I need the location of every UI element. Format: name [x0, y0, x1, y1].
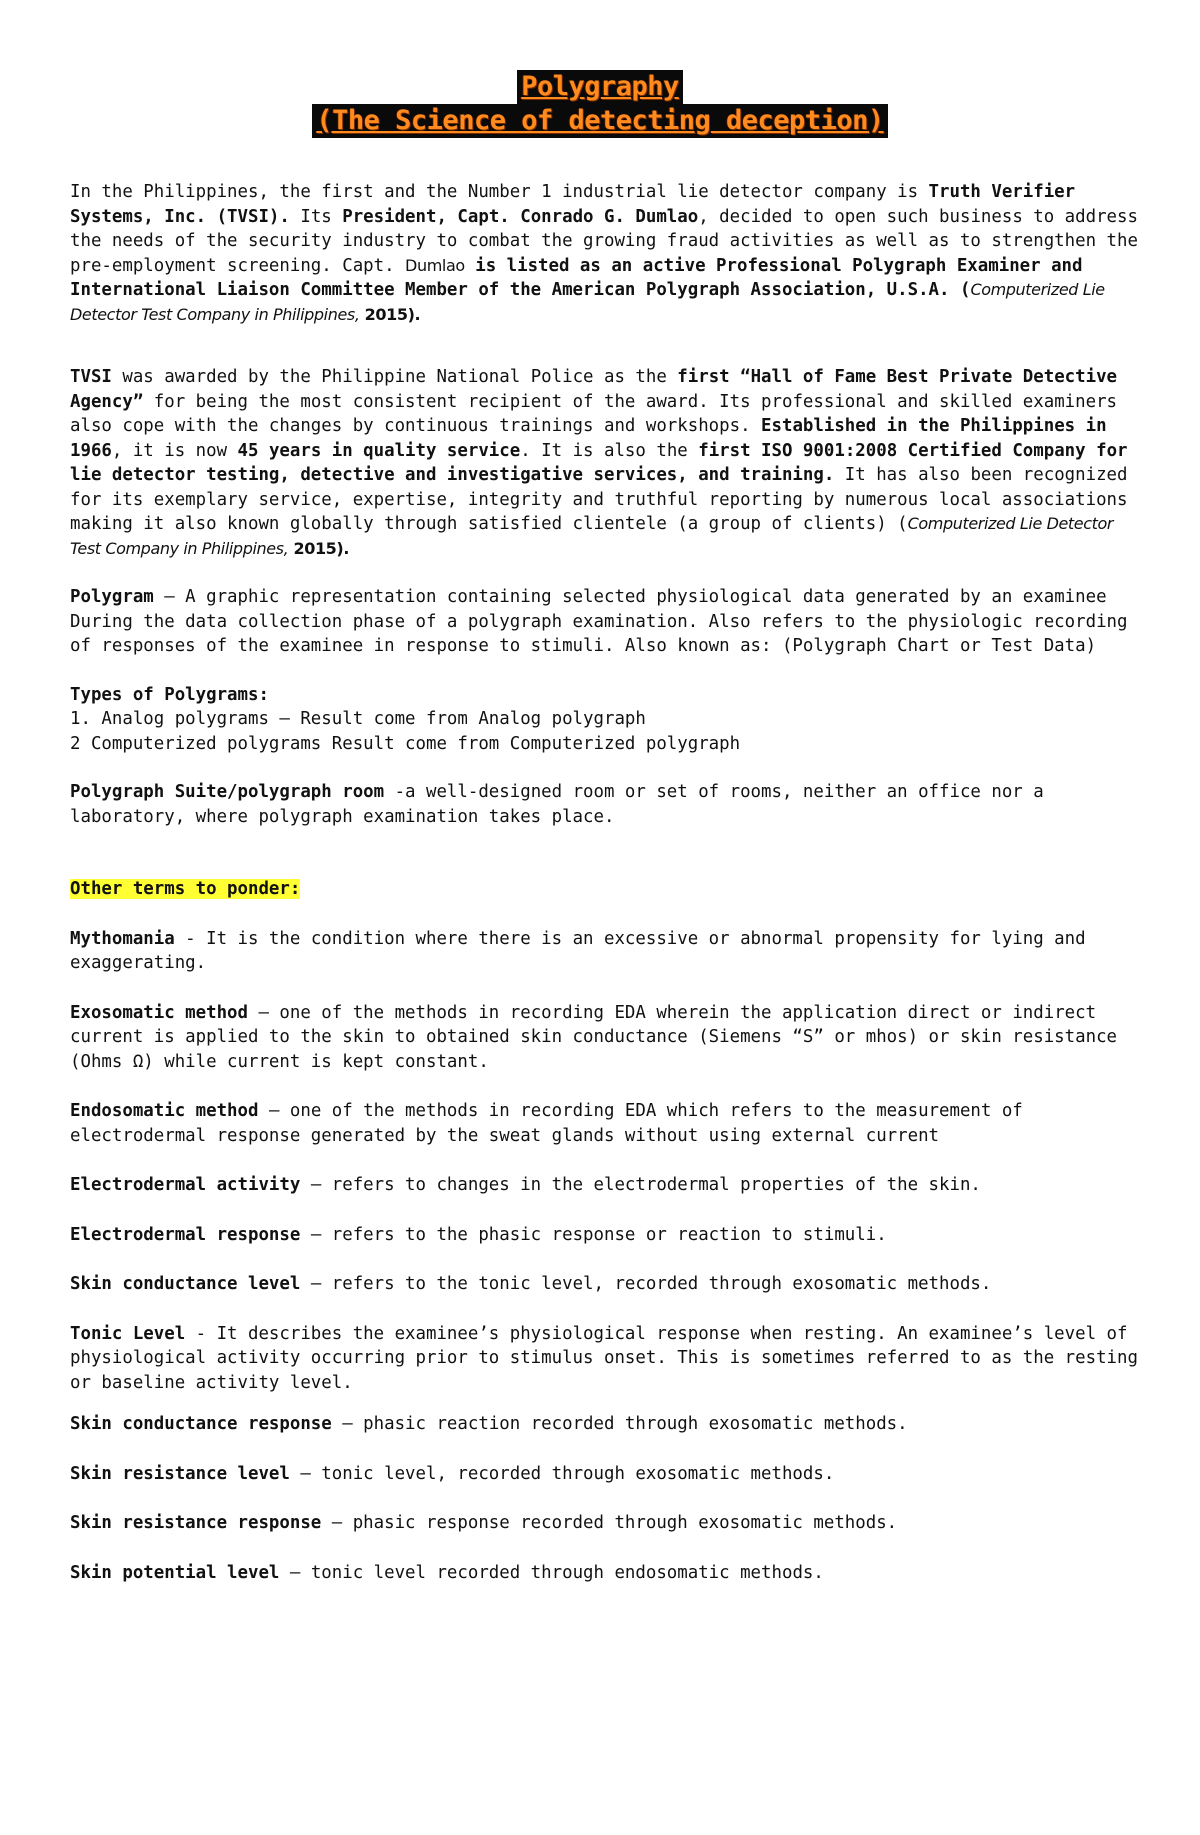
intro-paragraph	[70, 180, 1140, 327]
document-title	[0, 70, 1200, 138]
term-text: – tonic level, recorded through exosomatic methods.	[289, 1463, 835, 1484]
title-line-2: (The Science of detecting deception)	[312, 104, 887, 138]
intro-president: President, Capt. Conrado G. Dumlao	[342, 206, 699, 227]
tvsi-text-1: was awarded by the Philippine National Police as the	[111, 367, 678, 387]
term-definition	[70, 927, 1140, 976]
document-body	[70, 180, 1140, 1585]
intro-text-1: In the Philippines, the first and the Number 1 industrial lie detector company is	[70, 182, 929, 202]
term-text: – one of the methods in recording EDA which refers to the measurement of electrodermal response generated by the sweat glands without using external current	[70, 1101, 1023, 1146]
term-definition	[70, 1462, 1140, 1487]
tvsi-iso: first ISO 9001:2008 Certified Company for lie detector testing, detective and investigative services, and training.	[70, 440, 1128, 485]
term-definition	[70, 1173, 1140, 1198]
term-text: – tonic level recorded through endosomatic methods.	[279, 1562, 824, 1583]
intro-surname: Dumlao	[405, 255, 465, 275]
tvsi-text-5: It has also been recognized for its exemplary service, expertise, integrity and truthful reporting by numerous local associations making it also known globally through satisfied clientele (a group of clients) (	[70, 465, 1128, 534]
tvsi-text-3: , it is now	[111, 440, 238, 461]
term-label: Skin resistance level	[70, 1463, 290, 1484]
polygram-text: – A graphic representation containing selected physiological data generated by an examinee During the data collection phase of a polygraph examination. Also refers to the physiologic recording of responses of the examinee in response to stimuli. Also known as: (Polygraph Chart or Test Data)	[70, 587, 1128, 656]
intro-text-3: , decided to open such business to address the needs of the security industry to combat the growing fraud activities as well as to strengthen the pre-employment screening. Capt.	[70, 206, 1138, 276]
tvsi-citation: Computerized Lie Detector Test Company in Philippines,	[70, 514, 1114, 558]
term-text: - It describes the examinee’s physiological response when resting. An examinee’s level of physiological activity occurring prior to stimulus onset. This is sometimes referred to as the resting or baseline activity level.	[70, 1323, 1138, 1393]
term-label: Endosomatic method	[70, 1101, 259, 1121]
term-definition	[70, 1099, 1140, 1148]
term-text: – refers to the tonic level, recorded through exosomatic methods.	[300, 1274, 992, 1294]
term-label: Skin potential level	[70, 1562, 280, 1583]
other-terms-label: Other terms to ponder:	[70, 879, 301, 899]
term-definition	[70, 1322, 1140, 1396]
list-item: 2 Computerized polygrams Result come from Computerized polygraph	[70, 733, 741, 754]
term-text: – one of the methods in recording EDA wherein the application direct or indirect current is applied to the skin to obtained skin conductance (Siemens “S” or mhos) or skin resistance (Ohms Ω) while current is kept constant.	[70, 1002, 1118, 1072]
term-label: Electrodermal response	[70, 1224, 301, 1245]
tvsi-established: Established in the Philippines in 1966	[70, 416, 1107, 461]
intro-text-4	[465, 256, 475, 276]
term-definition	[70, 1223, 1140, 1248]
term-text: – refers to changes in the electrodermal properties of the skin.	[300, 1175, 981, 1195]
term-definition	[70, 1561, 1140, 1586]
title-line-1: Polygraphy	[517, 70, 683, 104]
tvsi-citation-year: 2015).	[288, 538, 350, 558]
term-definition	[70, 1412, 1140, 1437]
intro-credentials: is listed as an active Professional Polygraph Examiner and International Liaison Committee Member of the American Polygraph Association, U.S.A.	[70, 255, 1083, 300]
list-item: 1. Analog polygrams – Result come from Analog polygraph	[70, 709, 646, 729]
intro-text-2: Its	[289, 206, 343, 227]
suite-text: -a well-designed room or set of rooms, neither an office nor a laboratory, where polygraph examination takes place.	[70, 782, 1044, 827]
suite-term: Polygraph Suite/polygraph room	[70, 782, 385, 802]
term-text: – phasic reaction recorded through exosomatic methods.	[331, 1414, 908, 1434]
term-label: Skin conductance level	[70, 1274, 301, 1294]
tvsi-years: 45 years in quality service	[237, 440, 521, 461]
intro-citation-year: 2015).	[359, 304, 421, 324]
term-label: Electrodermal activity	[70, 1175, 301, 1195]
other-terms-heading	[70, 877, 1140, 902]
intro-company-name: Truth Verifier Systems, Inc. (TVSI).	[70, 182, 1076, 227]
intro-paren-open: (	[949, 280, 971, 300]
tvsi-text-2: for being the most consistent recipient of the award. Its professional and skilled examiners also cope with the changes by continuous trainings and workshops.	[70, 391, 1118, 436]
term-label: Exosomatic method	[70, 1002, 248, 1023]
term-label: Tonic Level	[70, 1323, 186, 1344]
polygraph-suite-definition	[70, 780, 1140, 829]
term-definition	[70, 1001, 1140, 1075]
term-text: - It is the condition where there is an excessive or abnormal propensity for lying and exaggerating.	[70, 928, 1086, 973]
types-heading: Types of Polygrams:	[70, 684, 269, 705]
intro-citation: Computerized Lie Detector Test Company in Philippines,	[70, 280, 1105, 324]
tvsi-name: TVSI	[70, 367, 112, 387]
types-of-polygrams	[70, 683, 1140, 757]
term-definition	[70, 1511, 1140, 1536]
term-definition	[70, 1272, 1140, 1297]
term-label: Skin conductance response	[70, 1414, 332, 1434]
polygram-definition	[70, 585, 1140, 659]
tvsi-award: first “Hall of Fame Best Private Detective Agency”	[70, 367, 1118, 412]
polygram-term: Polygram	[70, 587, 154, 607]
term-label: Mythomania	[70, 928, 175, 949]
tvsi-text-4: . It is also the	[520, 440, 699, 461]
term-text: – refers to the phasic response or reaction to stimuli.	[300, 1224, 887, 1245]
term-text: – phasic response recorded through exosomatic methods.	[321, 1513, 898, 1533]
tvsi-paragraph	[70, 365, 1140, 561]
term-label: Skin resistance response	[70, 1513, 322, 1533]
